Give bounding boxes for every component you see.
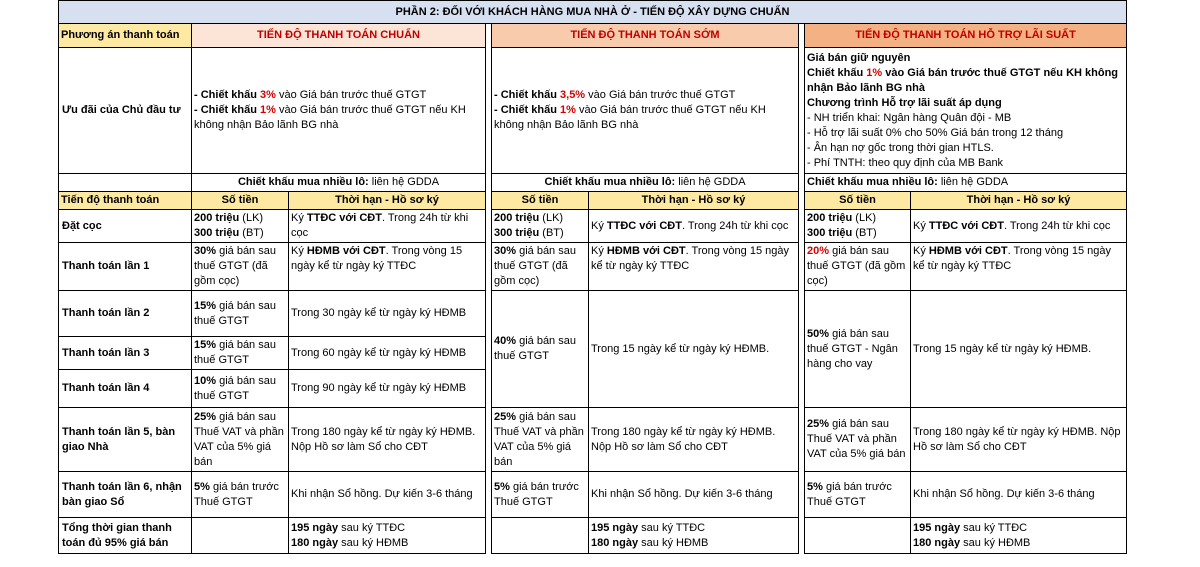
bulk-discount-row <box>59 174 1127 192</box>
plan-interest-pay6-amount: 5% giá bán trước Thuế GTGT <box>805 472 911 518</box>
plan-early-deposit-deadline: Ký TTĐC với CĐT. Trong 24h từ khi cọc <box>589 210 799 243</box>
table-row-pay3: Thanh toán lần 3 15% giá bán sau thuế GTGT Trong 60 ngày kể từ ngày ký HĐMB <box>59 337 1127 370</box>
amount-header: Số tiền <box>805 192 911 210</box>
table-row-pay5: Thanh toán lần 5, bàn giao Nhà 25% giá bán sau Thuế VAT và phần VAT của 5% giá bán Trong 180 ngày kể từ ngày ký HĐMB. Nộp Hồ sơ làm Sổ cho CĐT 25% giá bán sau Thuế VAT và phần VAT của 5% giá bán Trong 180 ngày kể từ ngày ký HĐMB. Nộp Hồ sơ làm Sổ cho CĐT 25% giá bán sau Thuế VAT và phần VAT của 5% giá bán Trong 180 ngày kể từ ngày ký HĐMB. Nộp Hồ sơ làm Sổ cho CĐT <box>59 408 1127 472</box>
plan-standard-pay5-deadline: Trong 180 ngày kể từ ngày ký HĐMB. Nộp Hồ sơ làm Sổ cho CĐT <box>289 408 486 472</box>
plan-standard-incentive: - Chiết khấu 3% vào Giá bán trước thuế GTGT - Chiết khấu 1% vào Giá bán trước thuế GTGT nếu KH không nhận Bảo lãnh BG nhà <box>192 48 486 174</box>
plan-standard-pay1-amount: 30% giá bán sau thuế GTGT (đã gồm cọc) <box>192 243 289 291</box>
plan-interest-total: 195 ngày sau ký TTĐC 180 ngày sau ký HĐMB <box>911 518 1127 554</box>
plan-standard-pay6-amount: 5% giá bán trước Thuế GTGT <box>192 472 289 518</box>
plan-early-pay6-deadline: Khi nhận Sổ hồng. Dự kiến 3-6 tháng <box>589 472 799 518</box>
plan-interest-pay24-amount: 50% giá bán sau thuế GTGT - Ngân hàng cho vay <box>805 291 911 408</box>
column-header-row <box>59 192 1127 210</box>
plan-interest-bulk: Chiết khấu mua nhiều lô: liên hệ GDDA <box>805 174 1127 192</box>
deadline-header: Thời hạn - Hồ sơ ký <box>589 192 799 210</box>
plan-interest-pay6-deadline: Khi nhận Sổ hồng. Dự kiến 3-6 tháng <box>911 472 1127 518</box>
plan-early-pay5-deadline: Trong 180 ngày kể từ ngày ký HĐMB. Nộp Hồ sơ làm Sổ cho CĐT <box>589 408 799 472</box>
payment-schedule-table <box>58 0 1127 554</box>
table-row-pay1: Thanh toán lần 1 30% giá bán sau thuế GTGT (đã gồm cọc) Ký HĐMB với CĐT. Trong vòng 15 ngày kể từ ngày ký TTĐC 30% giá bán sau thuế GTGT (đã gồm cọc) Ký HĐMB với CĐT. Trong vòng 15 ngày kể từ ngày ký TTĐC 20% giá bán sau thuế GTGT (đã gồm cọc) Ký HĐMB với CĐT. Trong vòng 15 ngày kể từ ngày ký TTĐC <box>59 243 1127 291</box>
plan-early-bulk: Chiết khấu mua nhiều lô: liên hệ GDDA <box>492 174 799 192</box>
plan-early-total: 195 ngày sau ký TTĐC 180 ngày sau ký HĐMB <box>589 518 799 554</box>
plan-standard-pay4-amount: 10% giá bán sau thuế GTGT <box>192 370 289 408</box>
plan-standard-pay3-amount: 15% giá bán sau thuế GTGT <box>192 337 289 370</box>
deadline-header: Thời hạn - Hồ sơ ký <box>911 192 1127 210</box>
plan-interest-pay1-deadline: Ký HĐMB với CĐT. Trong vòng 15 ngày kể từ ngày ký TTĐC <box>911 243 1127 291</box>
plan-interest-pay24-deadline: Trong 15 ngày kể từ ngày ký HĐMB. <box>911 291 1127 408</box>
plan-interest-incentive: Giá bán giữ nguyên Chiết khấu 1% vào Giá bán trước thuế GTGT nếu KH không nhận Bảo lãnh BG nhà Chương trình Hỗ trợ lãi suất áp dụng - NH triển khai: Ngân hàng Quân đội - MB - Hỗ trợ lãi suất 0% cho 50% Giá bán trong 12 tháng - Ân hạn nợ gốc trong thời gian HTLS. - Phí TNTH: theo quy định của MB Bank <box>805 48 1127 174</box>
plan-early-pay1-amount: 30% giá bán sau thuế GTGT (đã gồm cọc) <box>492 243 589 291</box>
amount-header: Số tiền <box>492 192 589 210</box>
title-row <box>59 1 1127 24</box>
payment-option-label: Phương án thanh toán <box>59 24 192 48</box>
incentive-label: Ưu đãi của Chủ đầu tư <box>59 48 192 174</box>
plan-standard-total: 195 ngày sau ký TTĐC 180 ngày sau ký HĐMB <box>289 518 486 554</box>
plan-standard-pay1-deadline: Ký HĐMB với CĐT. Trong vòng 15 ngày kể từ ngày ký TTĐC <box>289 243 486 291</box>
plan-interest-pay5-amount: 25% giá bán sau Thuế VAT và phần VAT của 5% giá bán <box>805 408 911 472</box>
plan-standard-pay4-deadline: Trong 90 ngày kể từ ngày ký HĐMB <box>289 370 486 408</box>
table-row-pay2: Thanh toán lần 2 15% giá bán sau thuế GTGT Trong 30 ngày kể từ ngày ký HĐMB 40% giá bán sau thuế GTGT Trong 15 ngày kể từ ngày ký HĐMB. 50% giá bán sau thuế GTGT - Ngân hàng cho vay Trong 15 ngày kể từ ngày ký HĐMB. <box>59 291 1127 337</box>
plan-early-header: TIẾN ĐỘ THANH TOÁN SỚM <box>492 24 799 48</box>
plan-interest-pay5-deadline: Trong 180 ngày kể từ ngày ký HĐMB. Nộp Hồ sơ làm Sổ cho CĐT <box>911 408 1127 472</box>
table-row-pay6: Thanh toán lần 6, nhận bàn giao Sổ 5% giá bán trước Thuế GTGT Khi nhận Sổ hồng. Dự kiến 3-6 tháng 5% giá bán trước Thuế GTGT Khi nhận Sổ hồng. Dự kiến 3-6 tháng 5% giá bán trước Thuế GTGT Khi nhận Sổ hồng. Dự kiến 3-6 tháng <box>59 472 1127 518</box>
plan-early-incentive: - Chiết khấu 3,5% vào Giá bán trước thuế GTGT - Chiết khấu 1% vào Giá bán trước thuế GTGT nếu KH không nhận Bảo lãnh BG nhà <box>492 48 799 174</box>
table-row-total: Tổng thời gian thanh toán đủ 95% giá bán 195 ngày sau ký TTĐC 180 ngày sau ký HĐMB 195 ngày sau ký TTĐC 180 ngày sau ký HĐMB 195 ngày sau ký TTĐC 180 ngày sau ký HĐMB <box>59 518 1127 554</box>
plan-early-pay1-deadline: Ký HĐMB với CĐT. Trong vòng 15 ngày kể từ ngày ký TTĐC <box>589 243 799 291</box>
section-title: PHẦN 2: ĐỐI VỚI KHÁCH HÀNG MUA NHÀ Ở - TIẾN ĐỘ XÂY DỰNG CHUẨN <box>59 1 1127 24</box>
incentive-row <box>59 48 1127 174</box>
table-row-pay4: Thanh toán lần 4 10% giá bán sau thuế GTGT Trong 90 ngày kể từ ngày ký HĐMB <box>59 370 1127 408</box>
plan-standard-pay6-deadline: Khi nhận Sổ hồng. Dự kiến 3-6 tháng <box>289 472 486 518</box>
plan-early-pay24-deadline: Trong 15 ngày kể từ ngày ký HĐMB. <box>589 291 799 408</box>
plan-standard-pay5-amount: 25% giá bán sau Thuế VAT và phần VAT của 5% giá bán <box>192 408 289 472</box>
plan-early-deposit-amount: 200 triệu (LK) 300 triệu (BT) <box>492 210 589 243</box>
plan-interest-support-header: TIẾN ĐỘ THANH TOÁN HỖ TRỢ LÃI SUẤT <box>805 24 1127 48</box>
plan-standard-deposit-deadline: Ký TTĐC với CĐT. Trong 24h từ khi cọc <box>289 210 486 243</box>
payment-schedule-sheet <box>58 0 1126 567</box>
plan-standard-bulk: Chiết khấu mua nhiều lô: liên hệ GDDA <box>192 174 486 192</box>
plan-interest-pay1-amount: 20% giá bán sau thuế GTGT (đã gồm cọc) <box>805 243 911 291</box>
progress-label: Tiến độ thanh toán <box>59 192 192 210</box>
plan-interest-deposit-deadline: Ký TTĐC với CĐT. Trong 24h từ khi cọc <box>911 210 1127 243</box>
plan-early-pay6-amount: 5% giá bán trước Thuế GTGT <box>492 472 589 518</box>
plan-standard-header: TIẾN ĐỘ THANH TOÁN CHUẨN <box>192 24 486 48</box>
table-row-deposit: Đặt cọc 200 triệu (LK) 300 triệu (BT) Ký TTĐC với CĐT. Trong 24h từ khi cọc 200 triệu (LK) 300 triệu (BT) Ký TTĐC với CĐT. Trong 24h từ khi cọc 200 triệu (LK) 300 triệu (BT) Ký TTĐC với CĐT. Trong 24h từ khi cọc <box>59 210 1127 243</box>
plan-standard-pay2-amount: 15% giá bán sau thuế GTGT <box>192 291 289 337</box>
deadline-header: Thời hạn - Hồ sơ ký <box>289 192 486 210</box>
plan-early-pay24-amount: 40% giá bán sau thuế GTGT <box>492 291 589 408</box>
amount-header: Số tiền <box>192 192 289 210</box>
plan-interest-deposit-amount: 200 triệu (LK) 300 triệu (BT) <box>805 210 911 243</box>
plan-standard-pay2-deadline: Trong 30 ngày kể từ ngày ký HĐMB <box>289 291 486 337</box>
plan-header-row <box>59 24 1127 48</box>
plan-early-pay5-amount: 25% giá bán sau Thuế VAT và phần VAT của 5% giá bán <box>492 408 589 472</box>
plan-standard-deposit-amount: 200 triệu (LK) 300 triệu (BT) <box>192 210 289 243</box>
plan-standard-pay3-deadline: Trong 60 ngày kể từ ngày ký HĐMB <box>289 337 486 370</box>
